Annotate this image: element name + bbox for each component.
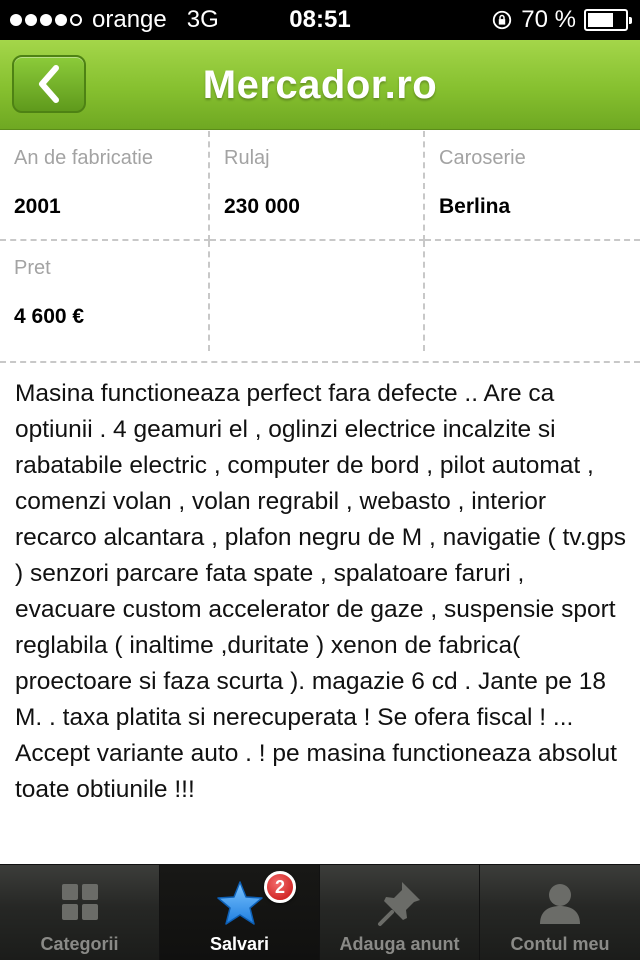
- spec-body-type: [425, 131, 640, 241]
- spec-value: Berlina: [439, 195, 511, 218]
- carrier-name: orange: [92, 6, 167, 33]
- tab-bar: [0, 864, 640, 960]
- pushpin-icon: [372, 876, 428, 932]
- specs-grid: [0, 131, 640, 363]
- spec-year: [0, 131, 210, 241]
- notification-badge: 2: [264, 871, 296, 903]
- spec-empty-cell: [425, 241, 640, 351]
- battery-percent: 70 %: [521, 6, 576, 33]
- tab-label: Contul meu: [510, 934, 610, 954]
- user-icon: [532, 876, 588, 932]
- tab-label: Salvari: [209, 934, 270, 954]
- tab-label: Categorii: [40, 934, 119, 954]
- spec-label: Caroserie: [439, 147, 526, 169]
- star-icon: [212, 876, 268, 932]
- grid-icon: [52, 876, 108, 932]
- signal-strength-icon: [10, 14, 82, 26]
- tab-label: Adauga anunt: [339, 934, 460, 954]
- spec-value: 2001: [14, 195, 61, 218]
- spec-mileage: [210, 131, 425, 241]
- spec-price: [0, 241, 210, 351]
- status-time: 08:51: [289, 6, 351, 33]
- battery-icon: [584, 9, 628, 31]
- listing-description: Masina functioneaza perfect fara defecte .. Are ca optiunii . 4 geamuri el , oglinzi electrice incalzite si rabatabile electric , computer de bord , pilot automat , comenzi volan , volan regrabil , webasto , interior recarco alcantara , plafon negru de M , navigatie ( tv.gps ) senzori parcare fata spate , spalatoare faruri , evacuare custom accelerator de gaze , suspensie sport reglabila ( inaltime ,duritate ) xenon de fabrica( proectoare si faza scurta ). magazie 6 cd . Jante pe 18 M. . taxa platita si nerecuperata ! Se ofera fiscal ! ... Accept variante auto . ! pe masina functioneaza absolut toate obtiunile !!!: [15, 380, 627, 803]
- spec-empty-cell: [210, 241, 425, 351]
- spec-label: An de fabricatie: [14, 147, 153, 169]
- spec-value: 230 000: [224, 195, 300, 218]
- status-bar: [0, 0, 640, 40]
- tab-contul-meu[interactable]: [480, 865, 640, 960]
- rotation-lock-icon: [491, 9, 513, 31]
- tab-adauga-anunt[interactable]: [320, 865, 480, 960]
- network-type: 3G: [186, 6, 219, 33]
- spec-label: Pret: [14, 257, 51, 279]
- tab-salvari[interactable]: [160, 865, 320, 960]
- tab-categorii[interactable]: [0, 865, 160, 960]
- page-title: Mercador.ro: [202, 62, 438, 107]
- spec-value: 4 600 €: [14, 305, 85, 328]
- spec-label: Rulaj: [224, 147, 270, 169]
- nav-bar: [0, 40, 640, 130]
